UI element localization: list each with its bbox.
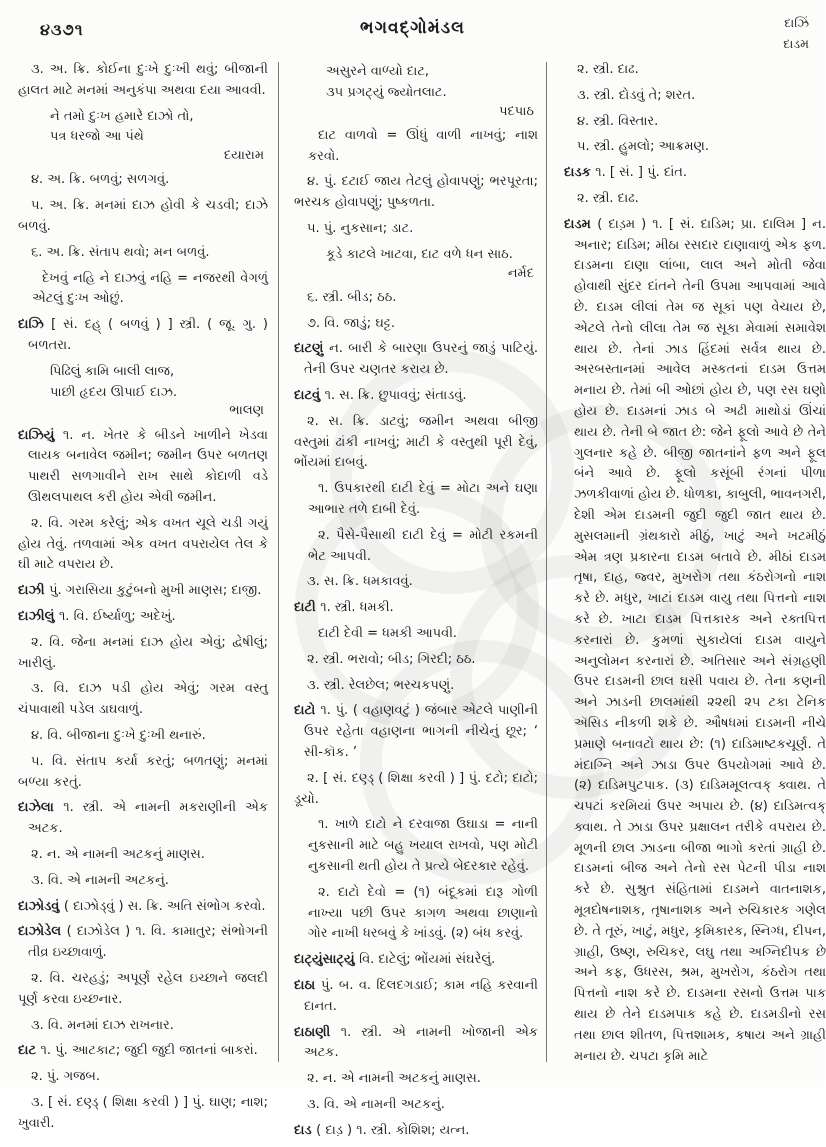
headword: દાઝી [18, 583, 50, 599]
sense-block: ૪. પું. દટાઈ જાય તેટલું હોવાપણું; ભરપૂરતા; ભરચક હોવાપણું; પુષ્કળતા. [294, 174, 538, 211]
entry-block: દાઝી પું. ગરાસિયા કુટુંબનો મુખી માણસ; દાજી. [18, 583, 262, 599]
sense-block: ૩. સ્ત્રી. રેલછેલ; ભરચકપણું. [307, 677, 455, 693]
entry-block: દાઝીલું ૧. વિ. ઈર્ષ્યાળુ; અદેખું. [18, 609, 176, 625]
sense-block: ૫. પું. નુકસાન; ડાટ. [307, 221, 414, 237]
idiom-block: ૧. ખાળે દાટો ને દરવાજા ઉઘાડા = નાની નુકસાની માટે બહુ ખયાલ રાખવો, પણ મોટી નુકસાની થતી હોય તે પ્રત્યે બેદરકાર રહેવું. [308, 817, 538, 874]
sense-block: ૨. [ સં. દણ્ડ્ ( શિક્ષા કરવી ) ] પું. દટો; દાટો; ડૂચો. [294, 770, 538, 807]
entry-block: દાડ ( દાડ઼ ) ૧. સ્ત્રી. કોશિશ; યત્ન. [294, 1122, 470, 1138]
verse-line: પત્ર ધરજો આ પંથે [50, 129, 144, 145]
sense-block: ૨. ન. એ નામની અટકનું માણસ. [31, 847, 205, 862]
entry-block: દાડક ૧. [ સં. ] પું. દાંત. [564, 165, 688, 181]
verse-citation: પદપાઠ [499, 103, 534, 119]
headword: દાટો [294, 703, 321, 719]
headword: દાડમ [564, 216, 598, 232]
sense-block: ૫. વિ. સંતાપ કર્યા કરતું; બળતણું; મનમાં બળ્યા કરતું. [18, 753, 268, 790]
idiom-block: ૧. ઉપકારથી દાટી દેવું = મોટા અને ઘણા આભાર તળે દાબી દેવું. [308, 481, 538, 518]
page-number: ૪૩૭૧ [40, 20, 84, 39]
entry-block: દાઝિયું ૧. ન. ખેતર કે બીડને ખાળીને ખેડવા લાયક બનાવેલ જમીન; જમીન ઉપર બળતણ પાથરી સળગાવીને રાખ સાથે કોદાળી વડે ઊથલપાથલ કરી હોય એવી જમીન. [18, 427, 268, 506]
headword: દાટ્યુંસાટ્યું [294, 952, 360, 968]
column-3 [564, 60, 826, 1147]
entry-block: દાઠા પું. બ. વ. દિલદગડાઈ; કામ નહિ કરવાની દાનત. [294, 977, 539, 1014]
sense-block: ૨. સ્ત્રી. દાઢ. [577, 62, 639, 77]
sense-block: ૩. [ સં. દણ્ડ્ ( શિક્ષા કરવી ) ] પું. ઘાણ; નાશ; ખુવારી. [18, 1094, 268, 1131]
guide-word-bottom: દાડમ [783, 36, 809, 51]
verse-citation: ભાલણ [229, 403, 264, 419]
text-columns [18, 60, 826, 1147]
sense-block: ૬. સ્ત્રી. બીડ; ઠઠ. [307, 289, 397, 305]
sense-block: ૨. વિ. ગરમ કરેલું; એક વખત ચૂલે ચડી ગયું હોય તેવું. તળવામાં એક વખત વપરાયેલ તેલ કે ઘી માટે વપરાય છે. [18, 515, 268, 573]
verse-line: કૂડે કાટલે ખાટવા, દાટ વળે ધન સાઠ. [326, 246, 513, 262]
page-title: ભગવદ્ગોમંડલ [360, 18, 465, 38]
sense-block: ૪. વિ. બીજાના દુઃખે દુઃખી થનારું. [31, 728, 206, 744]
sense-block: ૨. પું. ગજબ. [31, 1069, 100, 1085]
entry-block: દાઝિ [ સં. દહ્ ( બળવું ) ] સ્ત્રી. ( જૂ. ગુ. ) બળતરા. [18, 317, 268, 354]
entry-block: દાટ્યુંસાટ્યું વિ. દાટેલું; ભોંયમાં સંઘરેલું. [294, 952, 496, 968]
verse-citation: દયારામ [223, 148, 264, 164]
headword: દાઝેલા [18, 800, 64, 816]
verse-line: પિઢિલું કામિ બાલી લાજ, [50, 363, 175, 379]
entry-block: દાટો ૧. પું. ( વહાણવટું ) જંબાર એટલે પાણીની ઉપર રહેતા વહાણના ભાગની નીચેનું છૂર; ‘ સી-કૉક. ’ [294, 703, 538, 761]
sense-block: ૪. અ. ક્રિ. બળવું; સળગવું. [31, 172, 170, 188]
headword: દાઠા [294, 977, 321, 993]
idiom-block: ૨. દાટો દેવો = (૧) બંદૂકમાં દારૂ ગોળી નાખ્યા પછી ઉપર કાગળ અથવા છાણાનો ગોર નાખી ધરબવું કે ખાંડવું. (૨) બંધ કરવું. [308, 884, 538, 942]
column-2 [294, 60, 538, 1147]
sense-block: ૩. વિ. દાઝ પડી હોય એવું; ગરમ વસ્તુ ચંપાવાથી પડેલ ડાઘવાળું. [18, 681, 268, 718]
entry-block: દાટણું ન. બારી કે બારણા ઉપરનું જાડું પાટિયું. તેની ઉપર ચણતર કરાય છે. [294, 341, 539, 378]
sense-block: ૨. ન. એ નામની અટકનું માણસ. [307, 1071, 481, 1087]
headword: દાડ [294, 1122, 317, 1138]
guide-word-top: દાઝિં [784, 15, 809, 30]
sense-block: ૩. વિ. મનમાં દાઝ રાખનાર. [31, 1017, 174, 1033]
verse-line: ૩૫ પ્રગટ્યું જ્યોતલાટ. [326, 84, 447, 100]
sense-block: ૭. વિ. જાડું; ઘટ્ટ. [307, 315, 395, 331]
verse-line: પાછી હૃદય ઊપાઈ દાઝ. [50, 384, 178, 400]
headword: દાઝોડેલ [18, 924, 67, 940]
idiom-block: દાટી દેવી = ધમકી આપવી. [318, 626, 458, 642]
sense-block: ૫. સ્ત્રી. હુમલો; આક્રમણ. [577, 139, 709, 155]
column-1 [18, 60, 268, 1147]
idiom-block: દેખવું નહિ ને દાઝવું નહિ = નજરથી વેગળું એટલું દુઃખ ઓછું. [32, 270, 268, 307]
sense-block: ૨. સ. ક્રિ. ડાટવું; જમીન અથવા બીજી વસ્તુમાં ઢાંકી નાખવું; માટી કે વસ્તુથી પૂરી દેવું, ભોંયમાં દાબવું. [294, 413, 538, 471]
headword: દાઝોડવું [18, 898, 64, 914]
entry-block: દાડમ ( દાડ઼મ ) ૧. [ સં. દાડિમ; પ્રા. દાલિમ ] ન. અનાર; દાડિમ; મીઠા રસદાર દાણાવાળું એક ફળ. દાડમના દાણા લાંબા, લાલ અને મોતી જેવા હોવાથી સુંદર દાંતને તેની ઉપમા આપવામાં આવે છે. દાડમ લીલાં તેમ જ સૂકાં પણ વેચાય છે, એટલે તેનો લીલા તેમ જ સૂકા મેવામાં સમાવેશ થાય છે. તેનાં ઝાડ હિંદમાં સર્વત્ર થાય છે. અરબસ્તાનમાં આવેલ મસ્કતનાં દાડમ ઉત્તમ મનાય છે. તેમાં બી ઓછાં હોય છે, પણ રસ ઘણો હોય છે. દાડમનાં ઝાડ બે અઢી માથોડાં ઊંચાં થાય છે. તેની બે જાત છે: જેને ફૂલો આવે છે તેને ગુલનાર કહે છે. બીજી જાતનાંને ફળ અને ફૂલ બંને આવે છે. ફૂલો કસૂંબી રંગનાં પીળા ઝળકીવાળાં હોય છે. ધોળકા, કાબુલી, ભાવનગરી, દેશી એમ દાડમની જુદી જુદી જાત થાય છે. મુસલમાની ગ્રંથકારો મીઠું, ખાટું અને ખટમીઠું એમ ત્રણ પ્રકારના દાડમ બતાવે છે. મીઠાં દાડમ તૃષા, દાહ, જ્વર, મુખરોગ તથા કંઠરોગનો નાશ કરે છે. મધુર, ખાટાં દાડમ વાયુ તથા પિત્તનો નાશ કરે છે. ખાટા દાડમ પિત્તકારક અને રક્તપિત્ત કરનારાં છે. કુમળાં સુકાયેલાં દાડમ વાયુને અનુલોમન કરનારાં છે. અતિસાર અને સંગ્રહણી ઉપર દાડમની છાલ ઘસી પવાય છે. તેના કણની અને ઝાડની છાલમાંથી ૨૨થી ૨૫ ટકા ટેનિક ઍસિડ નીકળી શકે છે. ઔષધમાં દાડમની નીચે પ્રમાણે બનાવટો થાય છે: (૧) દાડિમાષ્ટકચૂર્ણ. તે મંદાગ્નિ અને ઝાડા ઉપર ઉપયોગમાં આવે છે. (૨) દાડિમપુટપાક. (૩) દાડિમમૂલત્વક્ ક્વાથ. તે ચપટાં કરમિયાં ઉપર અપાય છે. (૪) દાડિમત્વક્ ક્વાથ. તે ઝાડા ઉપર પ્રક્ષાલન તરીકે વપરાય છે. મૂળની છાલ ઝાડના બીજા ભાગો કરતાં ગ્રાહી છે. દાડમનાં બીજ અને તેનો રસ પેટની પીડા નાશ કરે છે. સુશ્રુત સંહિતામાં દાડમને વાતનાશક, મૂત્રદોષનાશક, તૃષાનાશક અને રુચિકારક ગણેલ છે. તે તૂરું, ખાટું, મધુર, કૃમિકારક, સ્નિગ્ધ, દીપન, ગ્રાહી, ઉષ્ણ, રુચિકર, લઘુ તથા અગ્નિદીપક છે અને કફ, ઉધરસ, શ્રમ, મુખરોગ, કંઠરોગ તથા પિત્તનો નાશ કરે છે. દાડમના રસનો ઉત્તમ પાક થાય છે તેને દાડમપાક કહે છે. દાડમડીનો રસ તથા છાલ શીતળ, પિત્તશામક, કષાય અને ગ્રાહી મનાય છે. ચપટા કૃમિ માટે [564, 216, 826, 1064]
verse-citation: નર્મદ [507, 265, 534, 281]
verse-block [18, 362, 268, 420]
verse-block [294, 245, 538, 282]
headword: દાટ [18, 1043, 41, 1059]
sense-block: ૨. સ્ત્રી. દાઢ. [577, 190, 639, 206]
headword: દાઝિયું [18, 427, 63, 443]
entry-block: દાટી ૧. સ્ત્રી. ધમકી. [294, 600, 394, 616]
verse-line: અસુરને વાળ્યો દાટ, [326, 64, 430, 79]
sense-block: ૬. અ. ક્રિ. સંતાપ થવો; મન બળવું. [31, 244, 210, 260]
sense-block: ૨. વિ. ચરહડું; અપૂર્ણ રહેલ ઇચ્છાને જલદી પૂર્ણ કરવા ઇચ્છનાર. [18, 970, 268, 1007]
headword: દાઝિ [18, 317, 52, 333]
entry-block: દાઝોડેલ ( દાઝોડેલ ) ૧. વિ. કામાતુર; સંભોગની તીવ્ર ઇચ્છાવાળું. [18, 924, 268, 961]
idiom-block: દાટ વાળવો = ઊંધું વાળી નાખવું; નાશ કરવો. [308, 127, 538, 164]
idiom-block: ૨. પૈસે-પૈસાથી દાટી દેવું = મોટી રકમની ભેટ આપવી. [308, 527, 538, 564]
entry-block: દાઠાણી ૧. સ્ત્રી. એ નામની ખોજાની એક અટક. [294, 1024, 538, 1061]
entry-block: દાટવું ૧. સ. ક્રિ. છુપાવવું; સંતાડવું. [294, 388, 467, 404]
sense-block: ૩. અ. ક્રિ. કોઈના દુઃખે દુઃખી થવું; બીજાની હાલત માટે મનમાં અનુકંપા અથવા દયા આવવી. [18, 62, 268, 98]
headword: દાઝીલું [18, 609, 59, 625]
headword: દાડક [564, 165, 596, 181]
verse-block [294, 62, 538, 120]
entry-block: દાઝોડવું ( દાઝોડ્વું ) સ. ક્રિ. અતિ સંભોગ કરવો. [18, 898, 266, 914]
guide-words [783, 12, 809, 54]
entry-block: દાટ ૧. પું. આટકાટ; જુદી જુદી જાતનાં બાકરાં. [18, 1043, 258, 1059]
verse-line: ને તમો દુઃખ હમારે દાઝો તો, [50, 108, 194, 124]
sense-block: ૩. સ. ક્રિ. ધમકાવવું. [307, 574, 413, 590]
sense-block: ૩. વિ. એ નામની અટકનું. [307, 1096, 445, 1112]
sense-block: ૨. વિ. જેના મનમાં દાઝ હોય એવું; દ્વેષીલું; ખારીલું. [18, 634, 268, 671]
headword: દાટણું [294, 341, 330, 357]
sense-block: ૫. અ. ક્રિ. મનમાં દાઝ હોવી કે ચડવી; દાઝે બળવું. [18, 198, 268, 235]
sense-block: ૪. સ્ત્રી. વિસ્તાર. [577, 113, 659, 129]
headword: દાટી [294, 600, 321, 616]
sense-block: ૩. વિ. એ નામની અટકનું. [31, 872, 169, 888]
verse-block [18, 107, 268, 165]
headword: દાઠાણી [294, 1024, 341, 1040]
headword: દાટવું [294, 388, 325, 404]
sense-block: ૩. સ્ત્રી. દોડવું તે; શરત. [577, 87, 696, 103]
sense-block: ૨. સ્ત્રી. ભરાવો; બીડ; ગિરદી; ઠઠ. [307, 651, 476, 667]
entry-block: દાઝેલા ૧. સ્ત્રી. એ નામની મકરાણીની એક અટક. [18, 800, 268, 837]
